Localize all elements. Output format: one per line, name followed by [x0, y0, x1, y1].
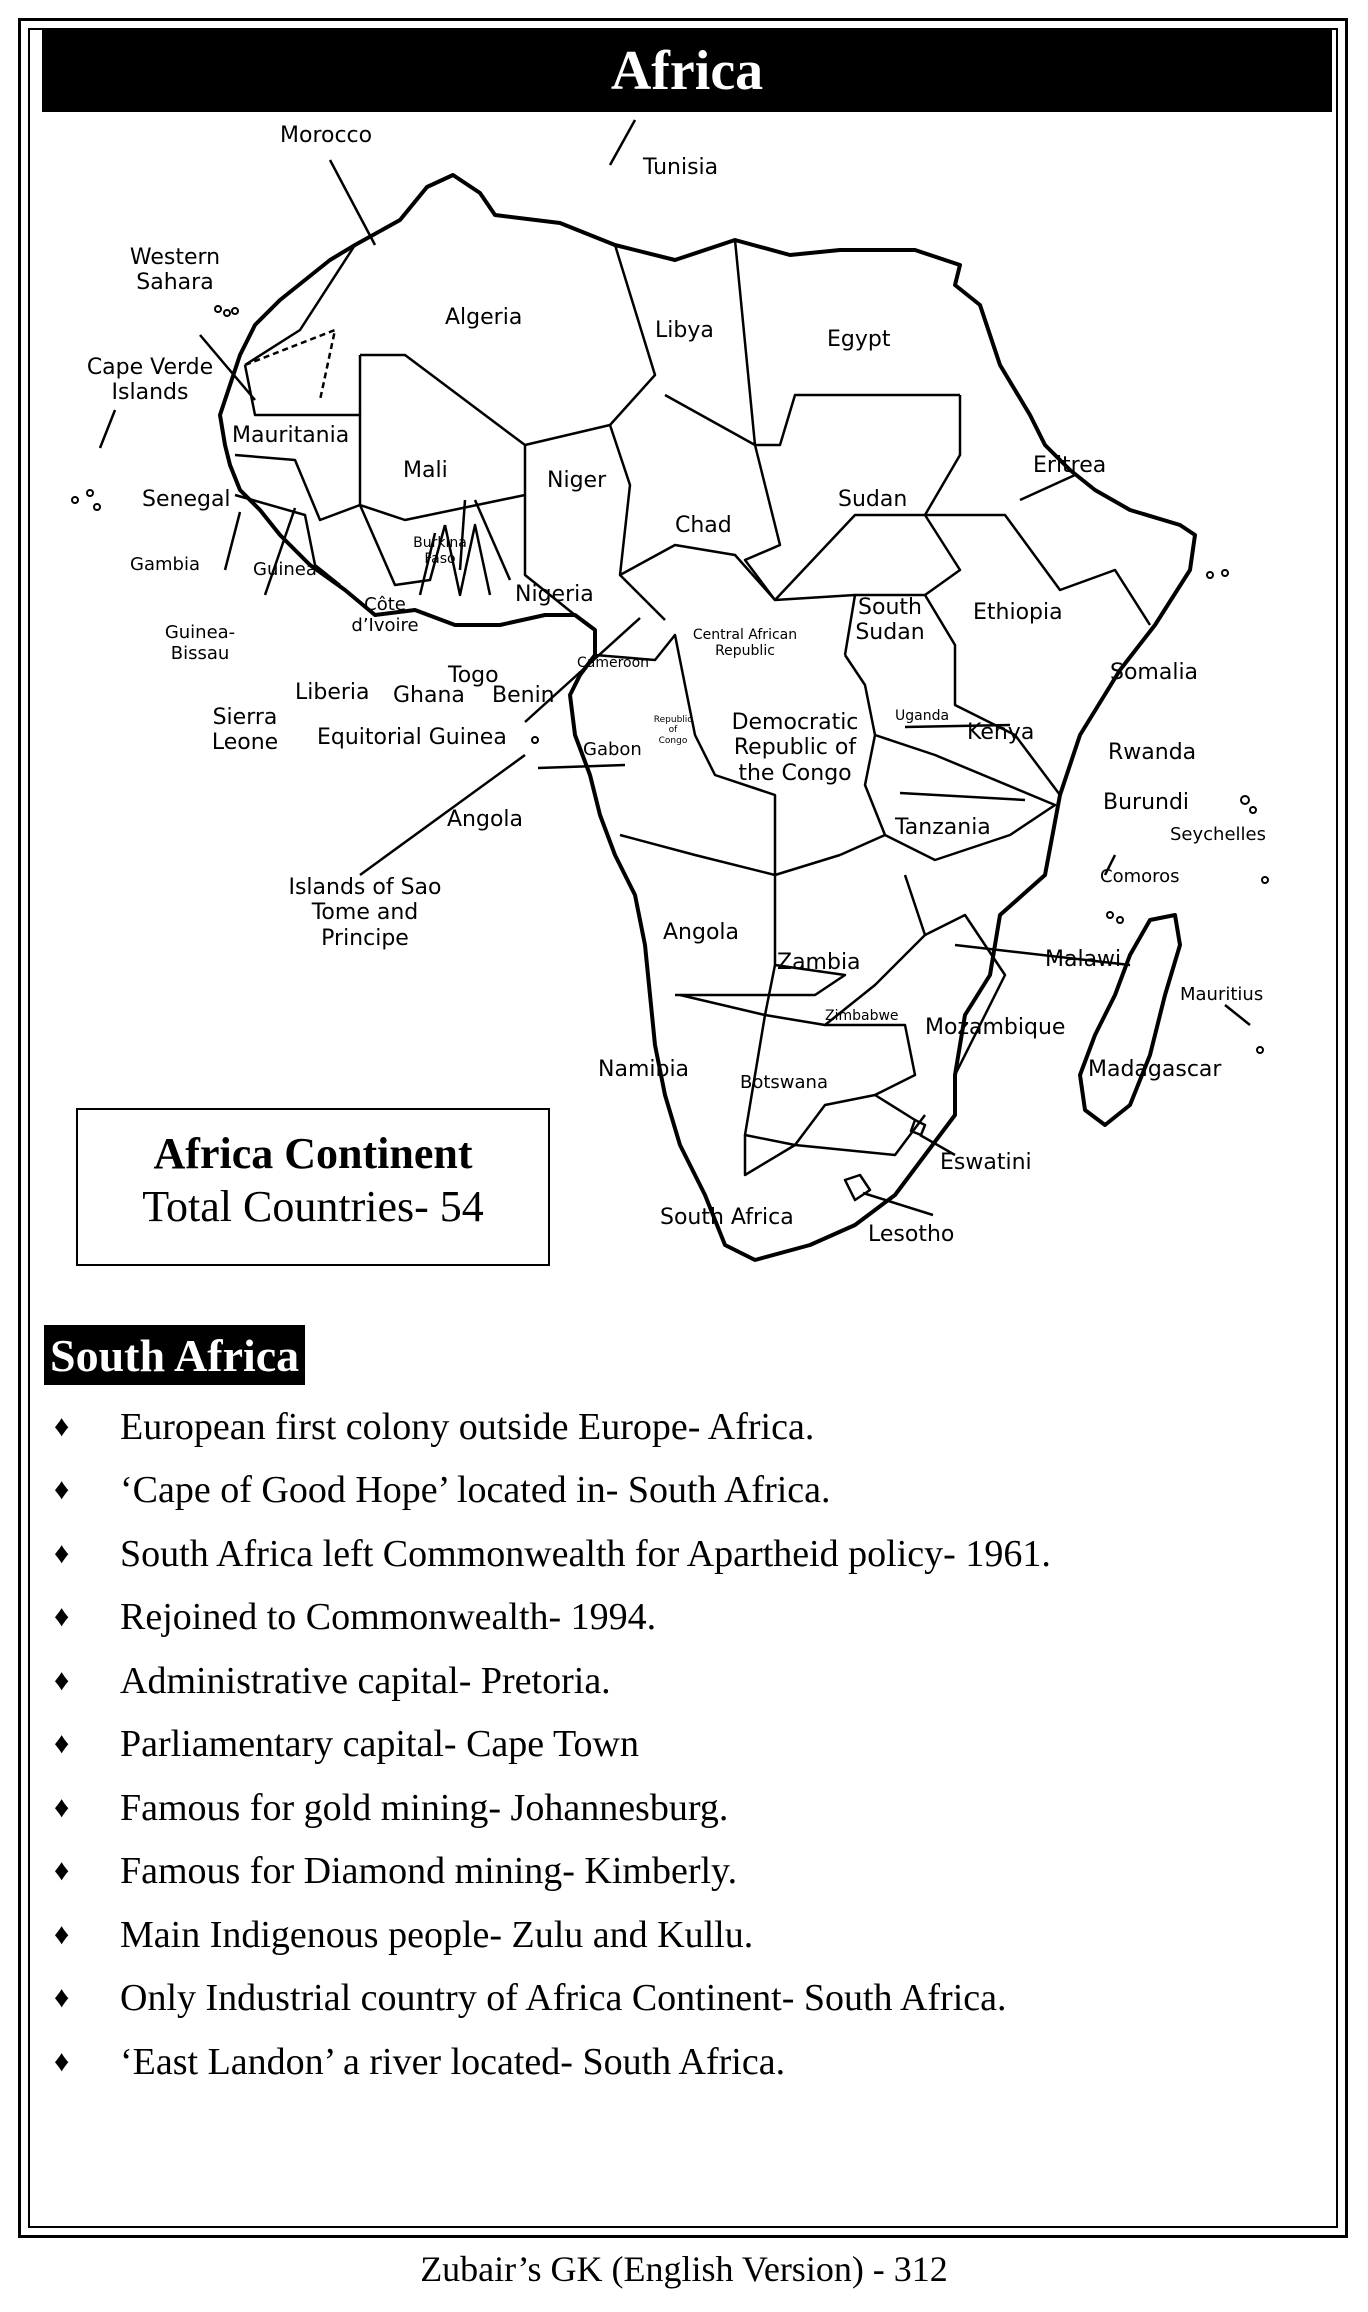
label-guinea-bissau: Guinea-Bissau: [164, 622, 236, 664]
label-eritrea: Eritrea: [1033, 453, 1107, 478]
label-burundi: Burundi: [1103, 790, 1190, 815]
label-gabon: Gabon: [583, 739, 642, 760]
label-chad: Chad: [675, 513, 732, 538]
label-somalia: Somalia: [1110, 660, 1199, 685]
bullet-icon: ♦: [54, 1790, 70, 1824]
label-tunisia: Tunisia: [643, 155, 719, 180]
label-sierra-leone: Sierra Leone: [211, 705, 279, 756]
pointer-tunisia: [610, 120, 635, 165]
bullet-icon: ♦: [54, 1409, 70, 1443]
fact-text: ‘East Landon’ a river located- South Africa.: [120, 2040, 786, 2083]
label-equatorial-guinea: Equitorial Guinea: [317, 725, 507, 750]
label-malawi: Malawi: [1045, 947, 1122, 972]
info-box-count: Total Countries- 54: [142, 1182, 484, 1231]
fact-text: Main Indigenous people- Zulu and Kullu.: [120, 1913, 754, 1956]
fact-text: Only Industrial country of Africa Continent- South Africa.: [120, 1977, 1007, 2020]
label-south-sudan: South Sudan: [855, 595, 925, 646]
fact-text: European first colony outside Europe- Africa.: [120, 1405, 815, 1448]
label-benin: Benin: [492, 683, 555, 708]
label-botswana: Botswana: [740, 1072, 828, 1093]
label-cameroon: Cameroon: [577, 655, 650, 671]
label-rwanda: Rwanda: [1108, 740, 1197, 765]
info-box-heading: Africa Continent: [153, 1129, 473, 1178]
label-seychelles: Seychelles: [1170, 824, 1266, 845]
border-niger-chad: [610, 425, 665, 620]
label-zambia: Zambia: [777, 950, 861, 975]
border-mozambique: [925, 915, 1005, 1075]
bullet-icon: ♦: [54, 1917, 70, 1951]
border-egypt-sudan: [755, 395, 960, 445]
bullet-icon: ♦: [54, 1663, 70, 1697]
label-guinea: Guinea: [253, 559, 317, 580]
border-mauritania: [245, 355, 360, 415]
label-south-africa: South Africa: [660, 1205, 794, 1230]
list-item: [44, 2030, 1314, 2094]
label-zimbabwe: Zimbabwe: [825, 1008, 899, 1024]
page-title: Africa: [42, 30, 1332, 112]
pointer-mauritius: [1225, 1005, 1250, 1025]
border-chad-sudan: [745, 445, 780, 600]
fact-text: Parliamentary capital- Cape Town: [120, 1723, 639, 1766]
list-item: [44, 1903, 1314, 1967]
label-eswatini: Eswatini: [940, 1150, 1032, 1175]
label-senegal: Senegal: [142, 487, 231, 512]
list-item: [44, 1522, 1314, 1586]
label-uganda: Uganda: [895, 708, 950, 724]
bullet-icon: ♦: [54, 1473, 70, 1507]
label-morocco: Morocco: [280, 123, 373, 148]
border-algeria-mali: [360, 355, 610, 445]
page-footer: Zubair’s GK (English Version) - 312: [420, 2249, 948, 2289]
label-sudan: Sudan: [838, 487, 908, 512]
bullet-icon: ♦: [54, 1600, 70, 1634]
continent-info-box: [76, 1108, 550, 1266]
label-tanzania: Tanzania: [895, 815, 991, 840]
facts-list: [44, 1395, 1314, 2094]
pointer-morocco: [330, 160, 375, 245]
bullet-icon: ♦: [54, 1981, 70, 2015]
list-item: [44, 1776, 1314, 1840]
label-ghana: Ghana: [393, 683, 465, 708]
label-lesotho: Lesotho: [868, 1222, 955, 1247]
pointer-benin: [475, 500, 510, 580]
border-zimbabwe-mozambique: [825, 1025, 915, 1120]
label-nigeria: Nigeria: [515, 582, 594, 607]
label-comoros: Comoros: [1100, 866, 1180, 887]
label-kenya: Kenya: [967, 720, 1035, 745]
border-south-africa: [745, 1115, 925, 1175]
border-morocco-algeria: [245, 245, 355, 365]
label-ethiopia: Ethiopia: [973, 600, 1063, 625]
label-angola: Angola: [663, 920, 740, 945]
bullet-icon: ♦: [54, 1536, 70, 1570]
label-algeria: Algeria: [445, 305, 523, 330]
border-algeria-libya: [610, 245, 655, 425]
label-western-sahara: Western Sahara: [129, 245, 221, 296]
list-item: [44, 1840, 1314, 1904]
label-car: Central African Republic: [692, 627, 798, 660]
label-angola-pointer: Angola: [447, 807, 524, 832]
section-title: South Africa: [44, 1325, 305, 1385]
label-mali: Mali: [403, 458, 448, 483]
list-item: [44, 1395, 1314, 1459]
fact-text: Administrative capital- Pretoria.: [120, 1659, 611, 1702]
border-south-sudan: [775, 515, 960, 600]
label-mozambique: Mozambique: [925, 1015, 1066, 1040]
label-namibia: Namibia: [598, 1057, 690, 1082]
pointer-guinea-bissau: [225, 512, 240, 570]
list-item: [44, 1586, 1314, 1650]
label-republic-of-congo: Republic of Congo: [653, 715, 693, 746]
label-madagascar: Madagascar: [1088, 1057, 1222, 1082]
label-gambia: Gambia: [130, 554, 200, 575]
pointer-eritrea: [1020, 475, 1075, 500]
label-togo: Togo: [448, 663, 499, 688]
bullet-icon: ♦: [54, 1727, 70, 1761]
border-west-coast: [235, 455, 360, 520]
label-mauritius: Mauritius: [1180, 984, 1264, 1005]
list-item: [44, 1967, 1314, 2031]
lesotho-outline: [845, 1175, 870, 1200]
label-mauritania: Mauritania: [232, 423, 350, 448]
pointer-burundi: [900, 793, 1025, 800]
list-item: [44, 1459, 1314, 1523]
pointer-cape-verde: [100, 410, 115, 448]
label-cote-divoire: Côte d’Ivoire: [351, 594, 419, 636]
label-burkina-faso: Burkina Faso: [413, 535, 467, 568]
fact-text: Famous for Diamond mining- Kimberly.: [120, 1850, 738, 1893]
bullet-icon: ♦: [54, 1854, 70, 1888]
label-sao-tome: Islands of Sao Tome and Principe: [288, 875, 442, 951]
bullet-icon: ♦: [54, 2044, 70, 2078]
label-cape-verde: Cape Verde Islands: [86, 355, 214, 406]
label-drc: Democratic Republic of the Congo: [731, 710, 859, 786]
fact-text: ‘Cape of Good Hope’ located in- South Africa.: [120, 1469, 831, 1512]
label-egypt: Egypt: [827, 327, 891, 352]
list-item: [44, 1713, 1314, 1777]
label-niger: Niger: [547, 468, 607, 493]
pointer-angola: [538, 765, 625, 768]
label-libya: Libya: [655, 318, 714, 343]
fact-text: Rejoined to Commonwealth- 1994.: [120, 1596, 657, 1639]
label-liberia: Liberia: [295, 680, 370, 705]
border-western-sahara: [245, 330, 335, 400]
eswatini-outline: [911, 1120, 925, 1135]
fact-text: Famous for gold mining- Johannesburg.: [120, 1786, 729, 1829]
fact-text: South Africa left Commonwealth for Apartheid policy- 1961.: [120, 1532, 1051, 1575]
list-item: [44, 1649, 1314, 1713]
map-pointers: [100, 120, 1250, 1215]
